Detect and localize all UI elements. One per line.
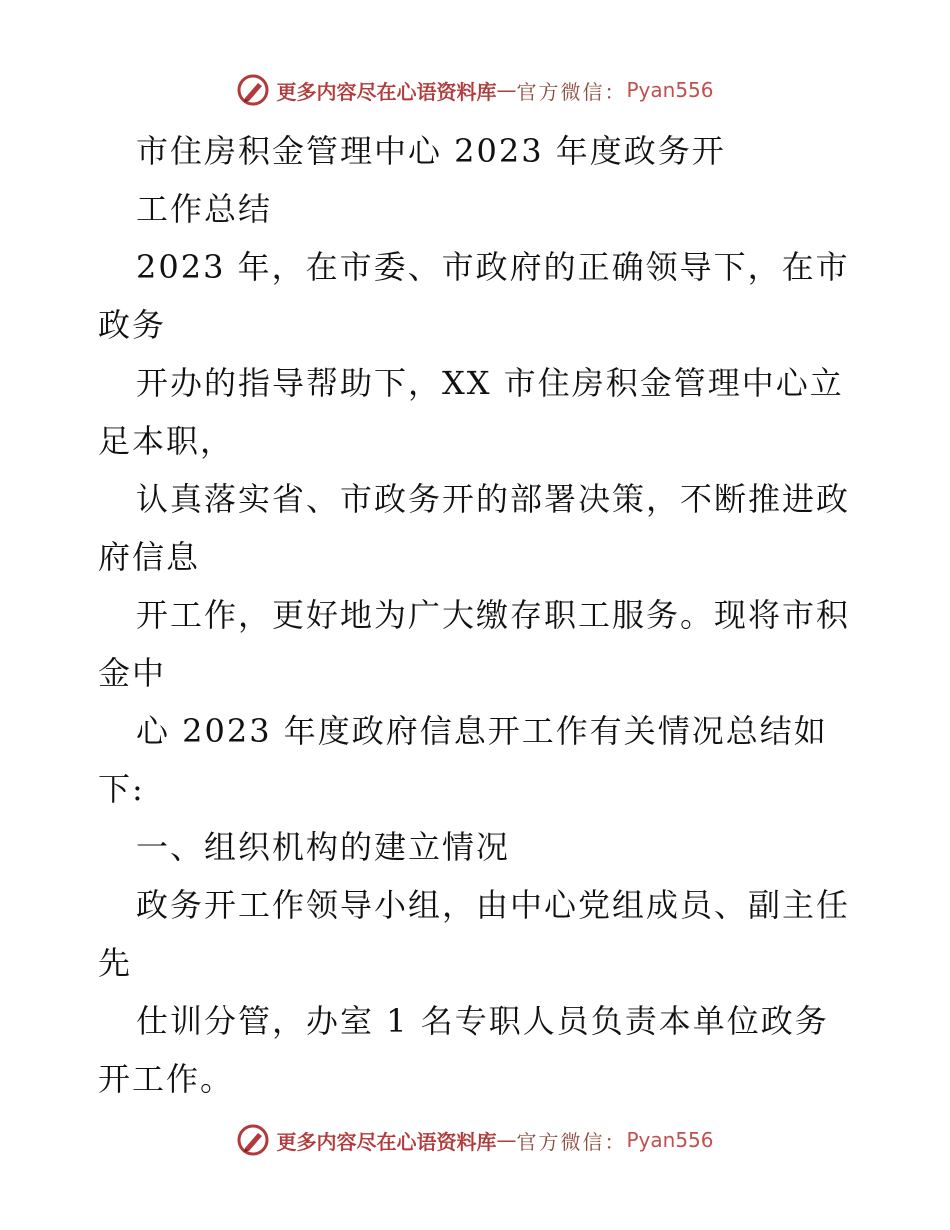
paragraph-line: 金中 <box>98 654 167 692</box>
watermark-wechat-id: Pyan556 <box>626 78 714 102</box>
section-heading: 一、组织机构的建立情况 <box>136 828 511 866</box>
paragraph-line: 认真落实省、市政务开的部署决策，不断推进政 <box>136 480 851 518</box>
watermark-wechat-label: 官方微信： <box>516 1129 627 1154</box>
watermark-dash: — <box>496 78 517 102</box>
document-body <box>98 122 868 1108</box>
paragraph-line: 政务 <box>98 306 167 344</box>
paragraph-line: 开工作。 <box>98 1060 235 1098</box>
paragraph-line: 心 2023 年度政府信息开工作有关情况总结如 <box>136 712 828 750</box>
watermark-dash: — <box>496 1128 517 1152</box>
paragraph-line: 足本职， <box>98 422 235 460</box>
paragraph-line: 开办的指导帮助下，XX 市住房积金管理中心立 <box>136 364 844 402</box>
paragraph-line: 政务开工作领导小组，由中心党组成员、副主任 <box>136 886 851 924</box>
paragraph-line: 仕训分管，办室 1 名专职人员负责本单位政务 <box>136 1002 829 1040</box>
pen-circle-logo-icon <box>236 73 270 107</box>
watermark-wechat-id: Pyan556 <box>626 1128 714 1152</box>
footer-watermark <box>0 1120 950 1160</box>
paragraph-line: 下: <box>98 770 145 808</box>
watermark-main-text: 更多内容尽在心语资料库 <box>276 1129 497 1154</box>
paragraph-line: 府信息 <box>98 538 201 576</box>
pen-circle-logo-icon <box>236 1123 270 1157</box>
paragraph-line: 2023 年，在市委、市政府的正确领导下，在市 <box>136 248 850 286</box>
document-title-line-1: 市住房积金管理中心 2023 年度政务开 <box>136 132 726 170</box>
paragraph-line: 开工作，更好地为广大缴存职工服务。现将市积 <box>136 596 851 634</box>
document-title-line-2: 工作总结 <box>136 190 273 228</box>
paragraph-line: 先 <box>98 944 133 982</box>
header-watermark <box>0 70 950 110</box>
watermark-main-text: 更多内容尽在心语资料库 <box>276 79 497 104</box>
watermark-wechat-label: 官方微信： <box>516 79 627 104</box>
